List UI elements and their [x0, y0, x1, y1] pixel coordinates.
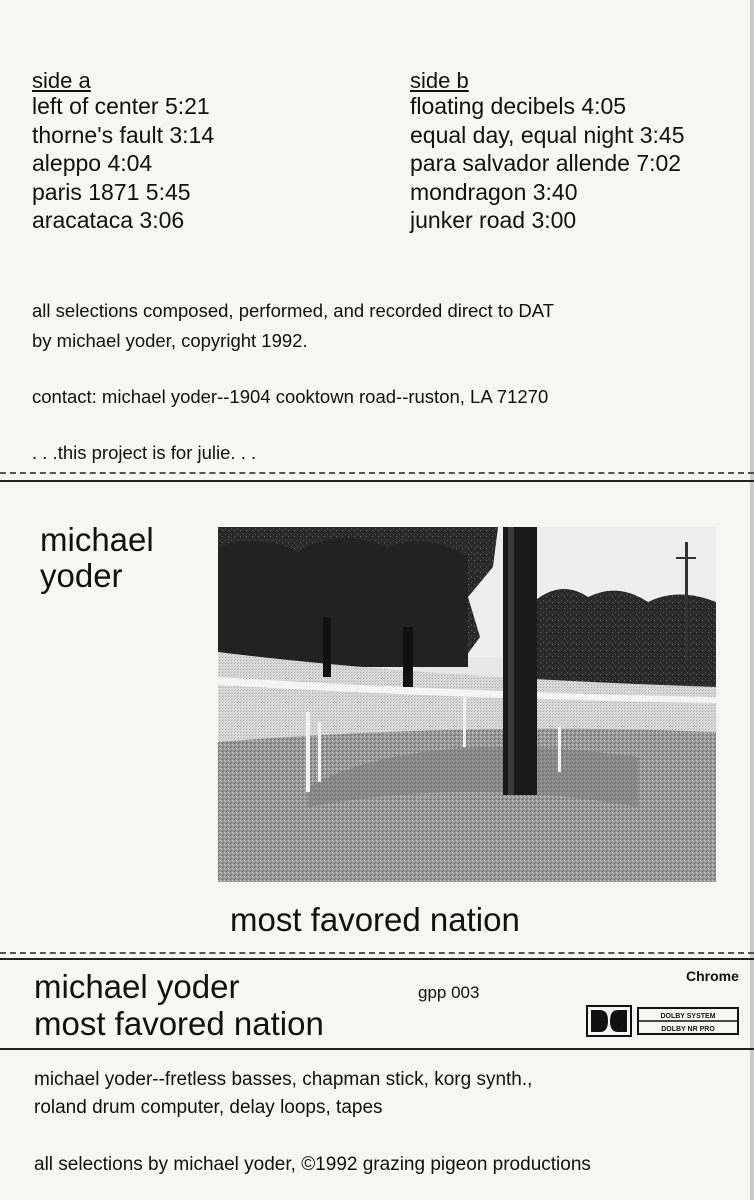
- copyright-line: all selections by michael yoder, ©1992 grazing pigeon productions: [34, 1154, 591, 1175]
- dolby-text-1: DOLBY SYSTEM: [660, 1013, 716, 1020]
- side-a-track: left of center 5:21: [32, 93, 210, 119]
- side-a-heading: side a: [32, 68, 91, 93]
- fold-line: [0, 480, 754, 482]
- dedication-line: . . .this project is for julie. . .: [32, 442, 257, 463]
- cover-artist-line-1: michael: [40, 521, 154, 558]
- tape-type-label: Chrome: [686, 968, 739, 984]
- side-b-track: mondragon 3:40: [410, 178, 578, 205]
- personnel-credits: [34, 1066, 734, 1122]
- side-a-track: aleppo 4:04: [32, 150, 153, 176]
- cover-album-title: most favored nation: [230, 901, 520, 938]
- dolby-logo-icon: [586, 1004, 742, 1038]
- side-b-track: equal day, equal night 3:45: [410, 121, 685, 148]
- side-a-track: aracataca 3:06: [32, 207, 185, 233]
- spine-artist: michael yoder: [34, 968, 240, 1005]
- side-a-track: thorne's fault 3:14: [32, 121, 215, 148]
- contact-line: contact: michael yoder--1904 cooktown road--ruston, LA 71270: [32, 386, 549, 407]
- side-b-track: junker road 3:00: [410, 207, 577, 233]
- fold-line: [0, 958, 754, 960]
- tracklist-panel: [0, 0, 754, 480]
- side-b-column: [410, 68, 685, 235]
- personnel-line-2: roland drum computer, delay loops, tapes: [34, 1097, 383, 1118]
- cover-photo: [218, 527, 716, 882]
- dolby-text-2: DOLBY NR PRO: [661, 1026, 715, 1033]
- fold-line: [0, 952, 754, 954]
- fold-line: [0, 1048, 754, 1050]
- credits-line-2: by michael yoder, copyright 1992.: [32, 330, 308, 351]
- credits-line-1: all selections composed, performed, and recorded direct to DAT: [32, 300, 555, 321]
- cover-artist-line-2: yoder: [40, 557, 123, 594]
- recording-credits: [32, 296, 554, 356]
- side-a-column: [32, 68, 215, 235]
- side-b-heading: side b: [410, 68, 469, 93]
- side-b-track: para salvador allende 7:02: [410, 150, 682, 176]
- fold-line: [0, 472, 754, 474]
- catalog-number: gpp 003: [418, 983, 480, 1002]
- cover-artist-name: [40, 522, 210, 594]
- personnel-line-1: michael yoder--fretless basses, chapman stick, korg synth.,: [34, 1069, 533, 1090]
- spine-album-title: most favored nation: [34, 1005, 324, 1042]
- side-a-track: paris 1871 5:45: [32, 178, 191, 205]
- side-b-track: floating decibels 4:05: [410, 93, 627, 119]
